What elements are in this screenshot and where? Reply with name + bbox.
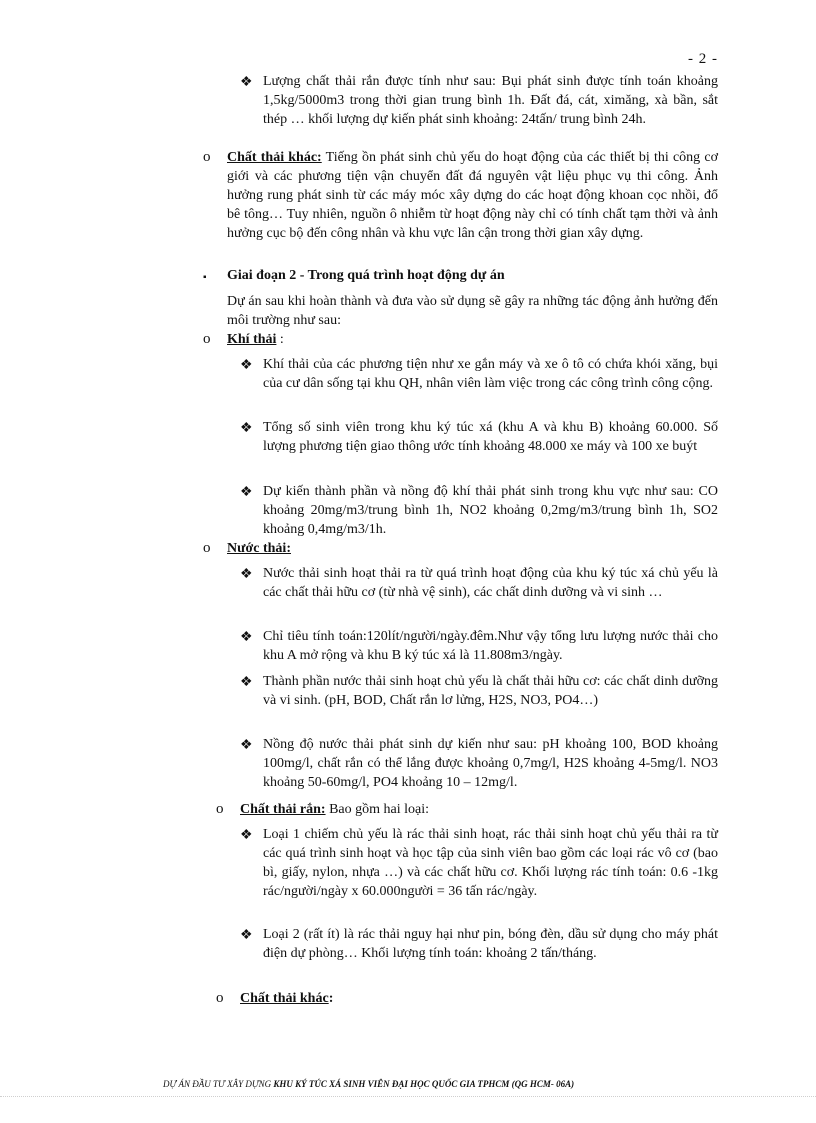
paragraph-other-waste-construction [227,148,718,243]
paragraph-wastewater-source: Nước thải sinh hoạt thải ra từ quá trình hoạt động của khu ký túc xá chủ yếu là các chất thải hữu cơ (từ nhà vệ sinh), các chất dinh dưỡng và vi sinh … [263,566,718,600]
bullet-circle: o [216,990,224,1006]
heading-wastewater [227,539,718,558]
bullet-square: ▪ [203,272,207,283]
page-number: - 2 - [688,51,718,67]
paragraph-wastewater-concentration: Nồng độ nước thải phát sinh dự kiến như sau: pH khoảng 100, BOD khoảng 100mg/l, chất rắn có thể lắng được khoảng 0,7mg/l, H2S khoảng 4-5mg/l. NO3 khoảng 50-60mg/l, PO4 khoảng 10 – 12mg/l. [263,737,718,790]
bullet-diamond: ❖ [240,675,253,690]
bullet-circle: o [203,331,211,347]
bullet-circle: o [203,540,211,556]
paragraph-solid-waste-type-2: Loại 2 (rất ít) là rác thải nguy hại như pin, bóng đèn, dầu sử dụng cho máy phát điện dự phòng… Khối lượng tính toán: khoảng 2 tấn/tháng. [263,927,718,961]
bullet-diamond: ❖ [240,358,253,373]
heading-other-waste-2-suffix: : [328,991,334,1006]
paragraph-stage-2-intro: Dự án sau khi hoàn thành và đưa vào sử dụng sẽ gây ra những tác động ảnh hưởng đến môi trường như sau: [227,294,718,328]
paragraph-exhaust-vehicles: Khí thải của các phương tiện như xe gắn máy và xe ô tô có chứa khói xăng, bụi của cư dân sống tại khu QH, nhân viên làm việc trong các công trình công cộng. [263,357,718,391]
paragraph-student-count: Tổng số sinh viên trong khu ký túc xá (khu A và khu B) khoảng 60.000. Số lượng phương tiện giao thông ước tính khoảng 48.000 xe máy và 100 xe buýt [263,420,718,454]
heading-exhaust [227,330,718,349]
other-waste-text: Tiếng ồn phát sinh chủ yếu do hoạt động của các thiết bị thi công cơ giới và các phương tiện vận chuyển đất đá nguyên vật liệu phục vụ thi công. Ảnh hưởng rung phát sinh từ các máy móc xây dựng do các hoạt động khoan cọc nhồi, đổ bê tông… Tuy nhiên, nguồn ô nhiễm từ hoạt động này chỉ có tính chất tạm thời và ảnh hưởng cục bộ đến công nhân và khu vực lân cận trong thời gian xây dựng. [227,150,718,241]
bullet-diamond: ❖ [240,738,253,753]
heading-solid-waste-label: Chất thải rắn: [240,802,326,817]
bullet-diamond: ❖ [240,630,253,645]
bullet-circle: o [216,801,224,817]
heading-solid-waste-suffix: Bao gồm hai loại: [325,802,429,817]
paragraph-wastewater-calc: Chỉ tiêu tính toán:120lít/người/ngày.đêm.Như vậy tổng lưu lượng nước thải cho khu A mở rộng và khu B ký túc xá là 11.808m3/ngày. [263,629,718,663]
section-heading-stage-2: Giai đoạn 2 - Trong quá trình hoạt động dự án [227,268,505,283]
heading-solid-waste [240,800,718,819]
paragraph-wastewater-composition: Thành phần nước thải sinh hoạt chủ yếu là chất thải hữu cơ: các chất dinh dưỡng và vi sinh. (pH, BOD, Chất rắn lơ lửng, H2S, NO3, PO4…) [263,674,718,708]
heading-exhaust-label: Khí thải [227,332,277,347]
heading-wastewater-label: Nước thải: [227,541,291,556]
bullet-diamond: ❖ [240,567,253,582]
bullet-diamond: ❖ [240,421,253,436]
footer-dotted-divider [0,1096,816,1097]
paragraph-exhaust-composition: Dự kiến thành phần và nồng độ khí thải phát sinh trong khu vực như sau: CO khoảng 20mg/m3/trung bình 1h, NO2 khoảng 0,2mg/m3/trung bình 1h, SO2 khoảng 0,4mg/m3/1h. [263,484,718,537]
heading-other-waste-2-label: Chất thải khác [240,991,329,1006]
footer-part-2: KHU KÝ TÚC XÁ SINH VIÊN ĐẠI HỌC QUỐC GIA TPHCM (QG HCM- 06A) [271,1079,575,1089]
heading-exhaust-suffix: : [276,332,284,347]
heading-other-waste-2 [240,989,718,1008]
bullet-diamond: ❖ [240,75,253,90]
paragraph-solid-waste-construction: Lượng chất thải rắn được tính như sau: Bụi phát sinh được tính toán khoảng 1,5kg/5000m3 trong thời gian trung bình 1h. Đất đá, cát, ximăng, xà bần, sắt thép … khối lượng dự kiến phát sinh khoảng: 24tấn/ trung bình 24h. [263,74,718,127]
bullet-circle: o [203,149,211,165]
bullet-diamond: ❖ [240,928,253,943]
bullet-diamond: ❖ [240,828,253,843]
heading-other-waste: Chất thải khác: [227,150,322,165]
paragraph-solid-waste-type-1: Loại 1 chiếm chủ yếu là rác thải sinh hoạt, rác thải sinh hoạt chủ yếu thải ra từ các quá trình sinh hoạt và học tập của sinh viên bao gồm các loại rác vô cơ (bao bì, giấy, nylon, nhựa …) và các chất hữu cơ. Khối lượng rác tính toán: 0.6 -1kg rác/người/ngày x 60.000người = 36 tấn rác/ngày. [263,827,718,899]
footer-part-1: DỰ ÁN ĐẦU TƯ XÂY DỰNG [163,1079,272,1089]
bullet-diamond: ❖ [240,485,253,500]
page-footer [163,1075,574,1094]
